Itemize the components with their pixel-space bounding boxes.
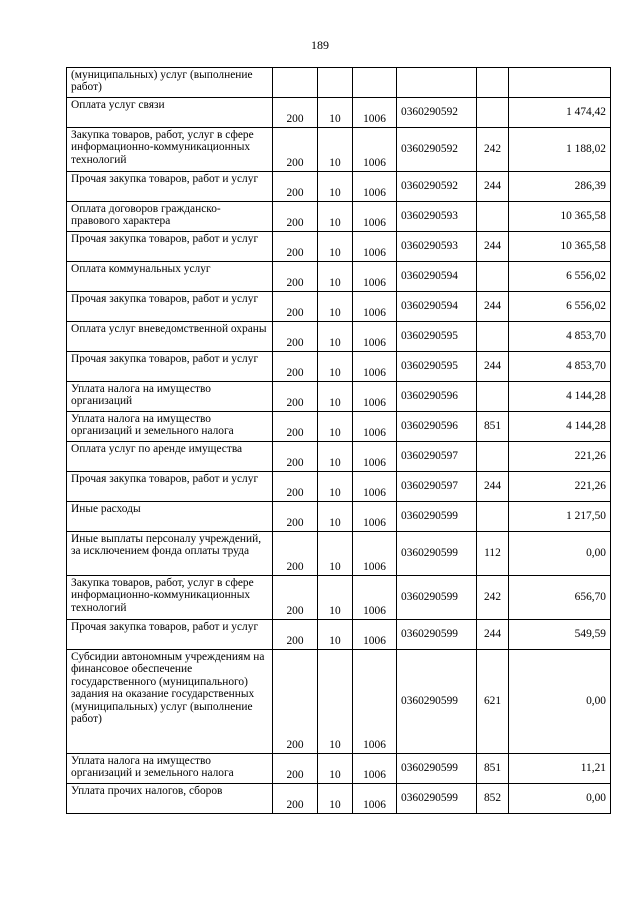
- subsection-code-cell: 1006: [353, 412, 397, 442]
- expense-name-cell: Уплата прочих налогов, сборов: [67, 784, 273, 814]
- target-article-cell: 0360290593: [397, 202, 477, 232]
- subsection-code-cell: 1006: [353, 262, 397, 292]
- table-row: [67, 98, 611, 128]
- target-article-cell: 0360290599: [397, 620, 477, 650]
- ministry-code-cell: 200: [273, 784, 318, 814]
- expense-type-cell: 112: [477, 532, 509, 576]
- expense-type-cell: [477, 262, 509, 292]
- amount-cell: 1 188,02: [509, 128, 611, 172]
- ministry-code-cell: 200: [273, 576, 318, 620]
- section-code-cell: 10: [318, 128, 353, 172]
- expense-name-cell: Прочая закупка товаров, работ и услуг: [67, 620, 273, 650]
- ministry-code-cell: 200: [273, 322, 318, 352]
- ministry-code-cell: 200: [273, 502, 318, 532]
- ministry-code-cell: 200: [273, 472, 318, 502]
- expense-type-cell: 852: [477, 784, 509, 814]
- section-code-cell: 10: [318, 322, 353, 352]
- target-article-cell: 0360290595: [397, 322, 477, 352]
- expense-name-cell: Прочая закупка товаров, работ и услуг: [67, 172, 273, 202]
- ministry-code-cell: 200: [273, 412, 318, 442]
- section-code-cell: 10: [318, 620, 353, 650]
- expense-type-cell: 851: [477, 754, 509, 784]
- target-article-cell: 0360290592: [397, 128, 477, 172]
- expense-type-cell: 244: [477, 472, 509, 502]
- table-row: [67, 128, 611, 172]
- subsection-code-cell: 1006: [353, 442, 397, 472]
- section-code-cell: 10: [318, 262, 353, 292]
- amount-cell: 1 474,42: [509, 98, 611, 128]
- section-code-cell: 10: [318, 172, 353, 202]
- target-article-cell: 0360290599: [397, 576, 477, 620]
- subsection-code-cell: [353, 68, 397, 98]
- target-article-cell: 0360290599: [397, 784, 477, 814]
- expense-name-cell: Оплата услуг вневедомственной охраны: [67, 322, 273, 352]
- expense-type-cell: [477, 442, 509, 472]
- expense-type-cell: 242: [477, 128, 509, 172]
- section-code-cell: 10: [318, 502, 353, 532]
- expense-name-cell: Оплата услуг по аренде имущества: [67, 442, 273, 472]
- expense-type-cell: [477, 502, 509, 532]
- ministry-code-cell: 200: [273, 650, 318, 754]
- expense-name-cell: Прочая закупка товаров, работ и услуг: [67, 472, 273, 502]
- expense-type-cell: 244: [477, 232, 509, 262]
- table-row: [67, 784, 611, 814]
- target-article-cell: 0360290597: [397, 442, 477, 472]
- section-code-cell: 10: [318, 754, 353, 784]
- expense-type-cell: 244: [477, 620, 509, 650]
- ministry-code-cell: 200: [273, 382, 318, 412]
- amount-cell: 4 853,70: [509, 352, 611, 382]
- expense-type-cell: 621: [477, 650, 509, 754]
- ministry-code-cell: 200: [273, 202, 318, 232]
- table-row: [67, 412, 611, 442]
- section-code-cell: 10: [318, 232, 353, 262]
- table-row: [67, 262, 611, 292]
- subsection-code-cell: 1006: [353, 292, 397, 322]
- amount-cell: 11,21: [509, 754, 611, 784]
- section-code-cell: 10: [318, 382, 353, 412]
- table-row: [67, 532, 611, 576]
- subsection-code-cell: 1006: [353, 322, 397, 352]
- subsection-code-cell: 1006: [353, 472, 397, 502]
- expense-name-cell: Закупка товаров, работ, услуг в сфере информационно-коммуникационных технологий: [67, 128, 273, 172]
- ministry-code-cell: 200: [273, 620, 318, 650]
- amount-cell: 0,00: [509, 784, 611, 814]
- expense-type-cell: [477, 202, 509, 232]
- target-article-cell: 0360290594: [397, 292, 477, 322]
- subsection-code-cell: 1006: [353, 650, 397, 754]
- expense-name-cell: Оплата услуг связи: [67, 98, 273, 128]
- expense-name-cell: Уплата налога на имущество организаций: [67, 382, 273, 412]
- section-code-cell: 10: [318, 784, 353, 814]
- expense-type-cell: 244: [477, 292, 509, 322]
- ministry-code-cell: 200: [273, 232, 318, 262]
- section-code-cell: 10: [318, 472, 353, 502]
- subsection-code-cell: 1006: [353, 128, 397, 172]
- target-article-cell: 0360290599: [397, 532, 477, 576]
- section-code-cell: 10: [318, 352, 353, 382]
- table-row: [67, 576, 611, 620]
- amount-cell: 0,00: [509, 650, 611, 754]
- table-row: [67, 292, 611, 322]
- subsection-code-cell: 1006: [353, 502, 397, 532]
- ministry-code-cell: 200: [273, 292, 318, 322]
- table-row: [67, 502, 611, 532]
- table-row: [67, 352, 611, 382]
- expense-name-cell: Прочая закупка товаров, работ и услуг: [67, 292, 273, 322]
- subsection-code-cell: 1006: [353, 202, 397, 232]
- subsection-code-cell: 1006: [353, 620, 397, 650]
- amount-cell: 4 853,70: [509, 322, 611, 352]
- amount-cell: 6 556,02: [509, 262, 611, 292]
- section-code-cell: 10: [318, 650, 353, 754]
- expense-type-cell: [477, 322, 509, 352]
- amount-cell: 10 365,58: [509, 232, 611, 262]
- amount-cell: [509, 68, 611, 98]
- target-article-cell: 0360290592: [397, 172, 477, 202]
- subsection-code-cell: 1006: [353, 576, 397, 620]
- subsection-code-cell: 1006: [353, 98, 397, 128]
- section-code-cell: 10: [318, 98, 353, 128]
- ministry-code-cell: 200: [273, 128, 318, 172]
- amount-cell: 4 144,28: [509, 382, 611, 412]
- ministry-code-cell: 200: [273, 172, 318, 202]
- expense-name-cell: Субсидии автономным учреждениям на финансовое обеспечение государственного (муниципального) задания на оказание государственных (муниципальных) услуг (выполнение работ): [67, 650, 273, 754]
- expense-name-cell: Иные выплаты персоналу учреждений, за исключением фонда оплаты труда: [67, 532, 273, 576]
- amount-cell: 1 217,50: [509, 502, 611, 532]
- expense-name-cell: Иные расходы: [67, 502, 273, 532]
- expense-name-cell: Оплата коммунальных услуг: [67, 262, 273, 292]
- amount-cell: 549,59: [509, 620, 611, 650]
- table-row: [67, 382, 611, 412]
- target-article-cell: 0360290599: [397, 754, 477, 784]
- ministry-code-cell: 200: [273, 98, 318, 128]
- budget-table: [66, 67, 611, 814]
- amount-cell: 221,26: [509, 442, 611, 472]
- section-code-cell: 10: [318, 576, 353, 620]
- expense-name-cell: Прочая закупка товаров, работ и услуг: [67, 232, 273, 262]
- table-row: [67, 172, 611, 202]
- budget-table-body: [67, 68, 611, 814]
- table-row: [67, 442, 611, 472]
- section-code-cell: 10: [318, 412, 353, 442]
- subsection-code-cell: 1006: [353, 232, 397, 262]
- subsection-code-cell: 1006: [353, 352, 397, 382]
- expense-type-cell: [477, 98, 509, 128]
- target-article-cell: 0360290597: [397, 472, 477, 502]
- amount-cell: 656,70: [509, 576, 611, 620]
- target-article-cell: 0360290595: [397, 352, 477, 382]
- expense-name-cell: Прочая закупка товаров, работ и услуг: [67, 352, 273, 382]
- expense-name-cell: Уплата налога на имущество организаций и земельного налога: [67, 754, 273, 784]
- expense-type-cell: [477, 68, 509, 98]
- section-code-cell: 10: [318, 532, 353, 576]
- subsection-code-cell: 1006: [353, 784, 397, 814]
- amount-cell: 10 365,58: [509, 202, 611, 232]
- target-article-cell: 0360290592: [397, 98, 477, 128]
- target-article-cell: [397, 68, 477, 98]
- target-article-cell: 0360290599: [397, 502, 477, 532]
- expense-type-cell: 242: [477, 576, 509, 620]
- table-row: [67, 202, 611, 232]
- amount-cell: 286,39: [509, 172, 611, 202]
- amount-cell: 221,26: [509, 472, 611, 502]
- subsection-code-cell: 1006: [353, 532, 397, 576]
- expense-name-cell: Закупка товаров, работ, услуг в сфере информационно-коммуникационных технологий: [67, 576, 273, 620]
- target-article-cell: 0360290596: [397, 382, 477, 412]
- table-row: [67, 754, 611, 784]
- ministry-code-cell: [273, 68, 318, 98]
- expense-type-cell: 244: [477, 172, 509, 202]
- expense-type-cell: [477, 382, 509, 412]
- table-row: [67, 472, 611, 502]
- table-row: [67, 322, 611, 352]
- target-article-cell: 0360290593: [397, 232, 477, 262]
- target-article-cell: 0360290596: [397, 412, 477, 442]
- expense-name-cell: Оплата договоров гражданско-правового характера: [67, 202, 273, 232]
- amount-cell: 6 556,02: [509, 292, 611, 322]
- table-row: [67, 650, 611, 754]
- subsection-code-cell: 1006: [353, 382, 397, 412]
- ministry-code-cell: 200: [273, 754, 318, 784]
- ministry-code-cell: 200: [273, 442, 318, 472]
- section-code-cell: [318, 68, 353, 98]
- expense-name-cell: Уплата налога на имущество организаций и земельного налога: [67, 412, 273, 442]
- section-code-cell: 10: [318, 442, 353, 472]
- section-code-cell: 10: [318, 292, 353, 322]
- ministry-code-cell: 200: [273, 532, 318, 576]
- target-article-cell: 0360290599: [397, 650, 477, 754]
- page-number: 189: [311, 38, 329, 52]
- table-row: [67, 620, 611, 650]
- subsection-code-cell: 1006: [353, 754, 397, 784]
- ministry-code-cell: 200: [273, 352, 318, 382]
- expense-type-cell: 851: [477, 412, 509, 442]
- amount-cell: 4 144,28: [509, 412, 611, 442]
- table-row: [67, 68, 611, 98]
- ministry-code-cell: 200: [273, 262, 318, 292]
- table-row: [67, 232, 611, 262]
- expense-type-cell: 244: [477, 352, 509, 382]
- amount-cell: 0,00: [509, 532, 611, 576]
- target-article-cell: 0360290594: [397, 262, 477, 292]
- subsection-code-cell: 1006: [353, 172, 397, 202]
- section-code-cell: 10: [318, 202, 353, 232]
- expense-name-cell: (муниципальных) услуг (выполнение работ): [67, 68, 273, 98]
